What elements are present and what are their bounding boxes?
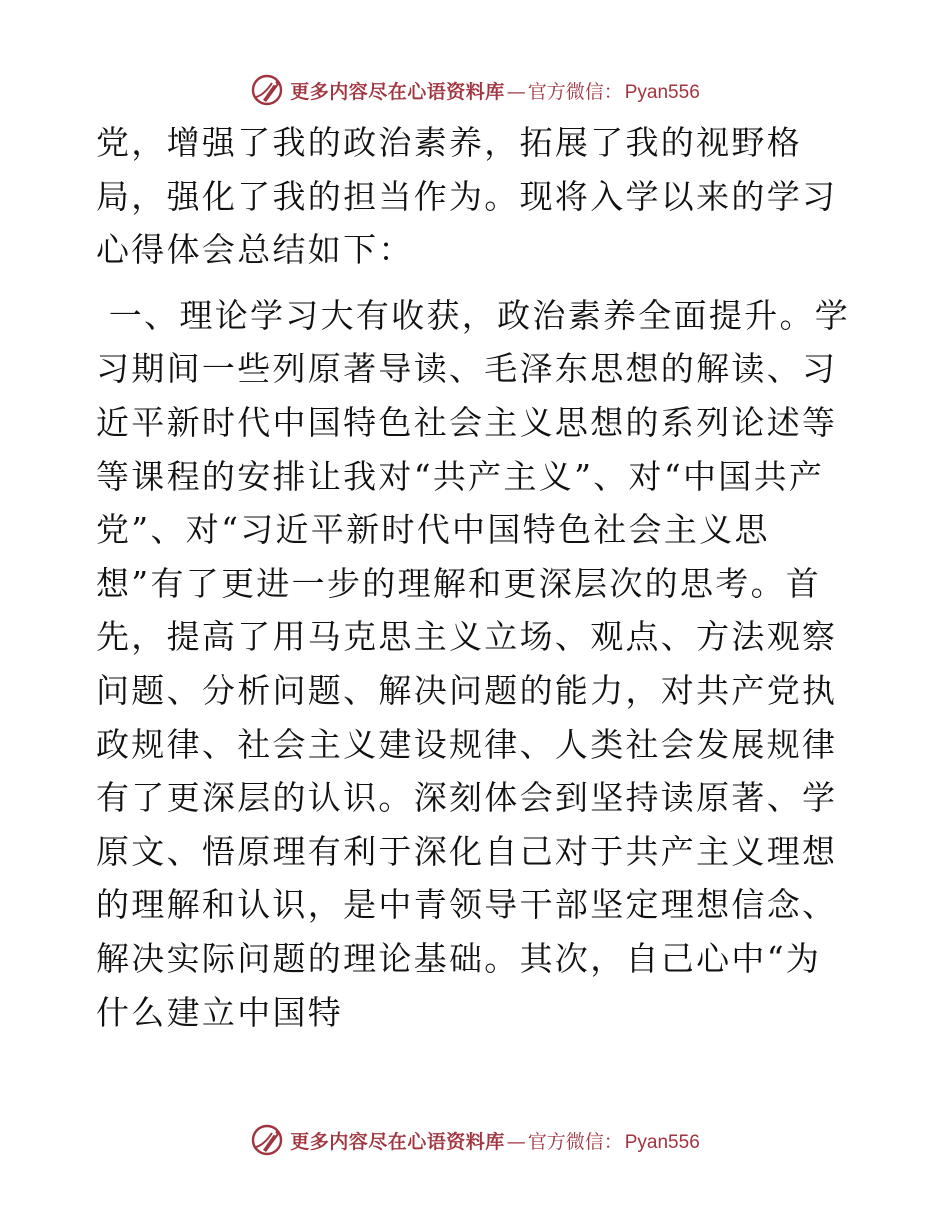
header-banner-main: 更多内容尽在心语资料库 [290,80,505,103]
footer-banner-wechat-id: Pyan556 [624,1131,700,1153]
header-banner-dash: — [506,80,526,103]
header-banner-wechat-id: Pyan556 [624,81,700,103]
header-banner-text [290,77,700,104]
footer-banner-text [290,1127,700,1154]
footer-banner [0,1122,950,1158]
footer-banner-dash: — [506,1130,526,1153]
pen-nib-logo-icon [250,1123,284,1157]
pen-nib-logo-icon [250,73,284,107]
footer-banner-main: 更多内容尽在心语资料库 [290,1130,505,1153]
header-banner-wechat-label: 官方微信： [527,80,623,103]
document-body [96,116,856,1039]
header-banner [0,72,950,108]
paragraph-section-one: 一、理论学习大有收获，政治素养全面提升。学习期间一些列原著导读、毛泽东思想的解读、习近平新时代中国特色社会主义思想的系列论述等等课程的安排让我对“共产主义”、对“中国共产党”、对“习近平新时代中国特色社会主义思想”有了更进一步的理解和更深层次的思考。首先，提高了用马克思主义立场、观点、方法观察问题、分析问题、解决问题的能力，对共产党执政规律、社会主义建设规律、人类社会发展规律有了更深层的认识。深刻体会到坚持读原著、学原文、悟原理有利于深化自己对于共产主义理想的理解和认识，是中青领导干部坚定理想信念、解决实际问题的理论基础。其次，自己心中“为什么建立中国特 [96,295,851,1032]
paragraph-intro-closing: 党，增强了我的政治素养，拓展了我的视野格局，强化了我的担当作为。现将入学以来的学习心得体会总结如下： [96,123,838,270]
footer-banner-wechat-label: 官方微信： [527,1130,623,1153]
